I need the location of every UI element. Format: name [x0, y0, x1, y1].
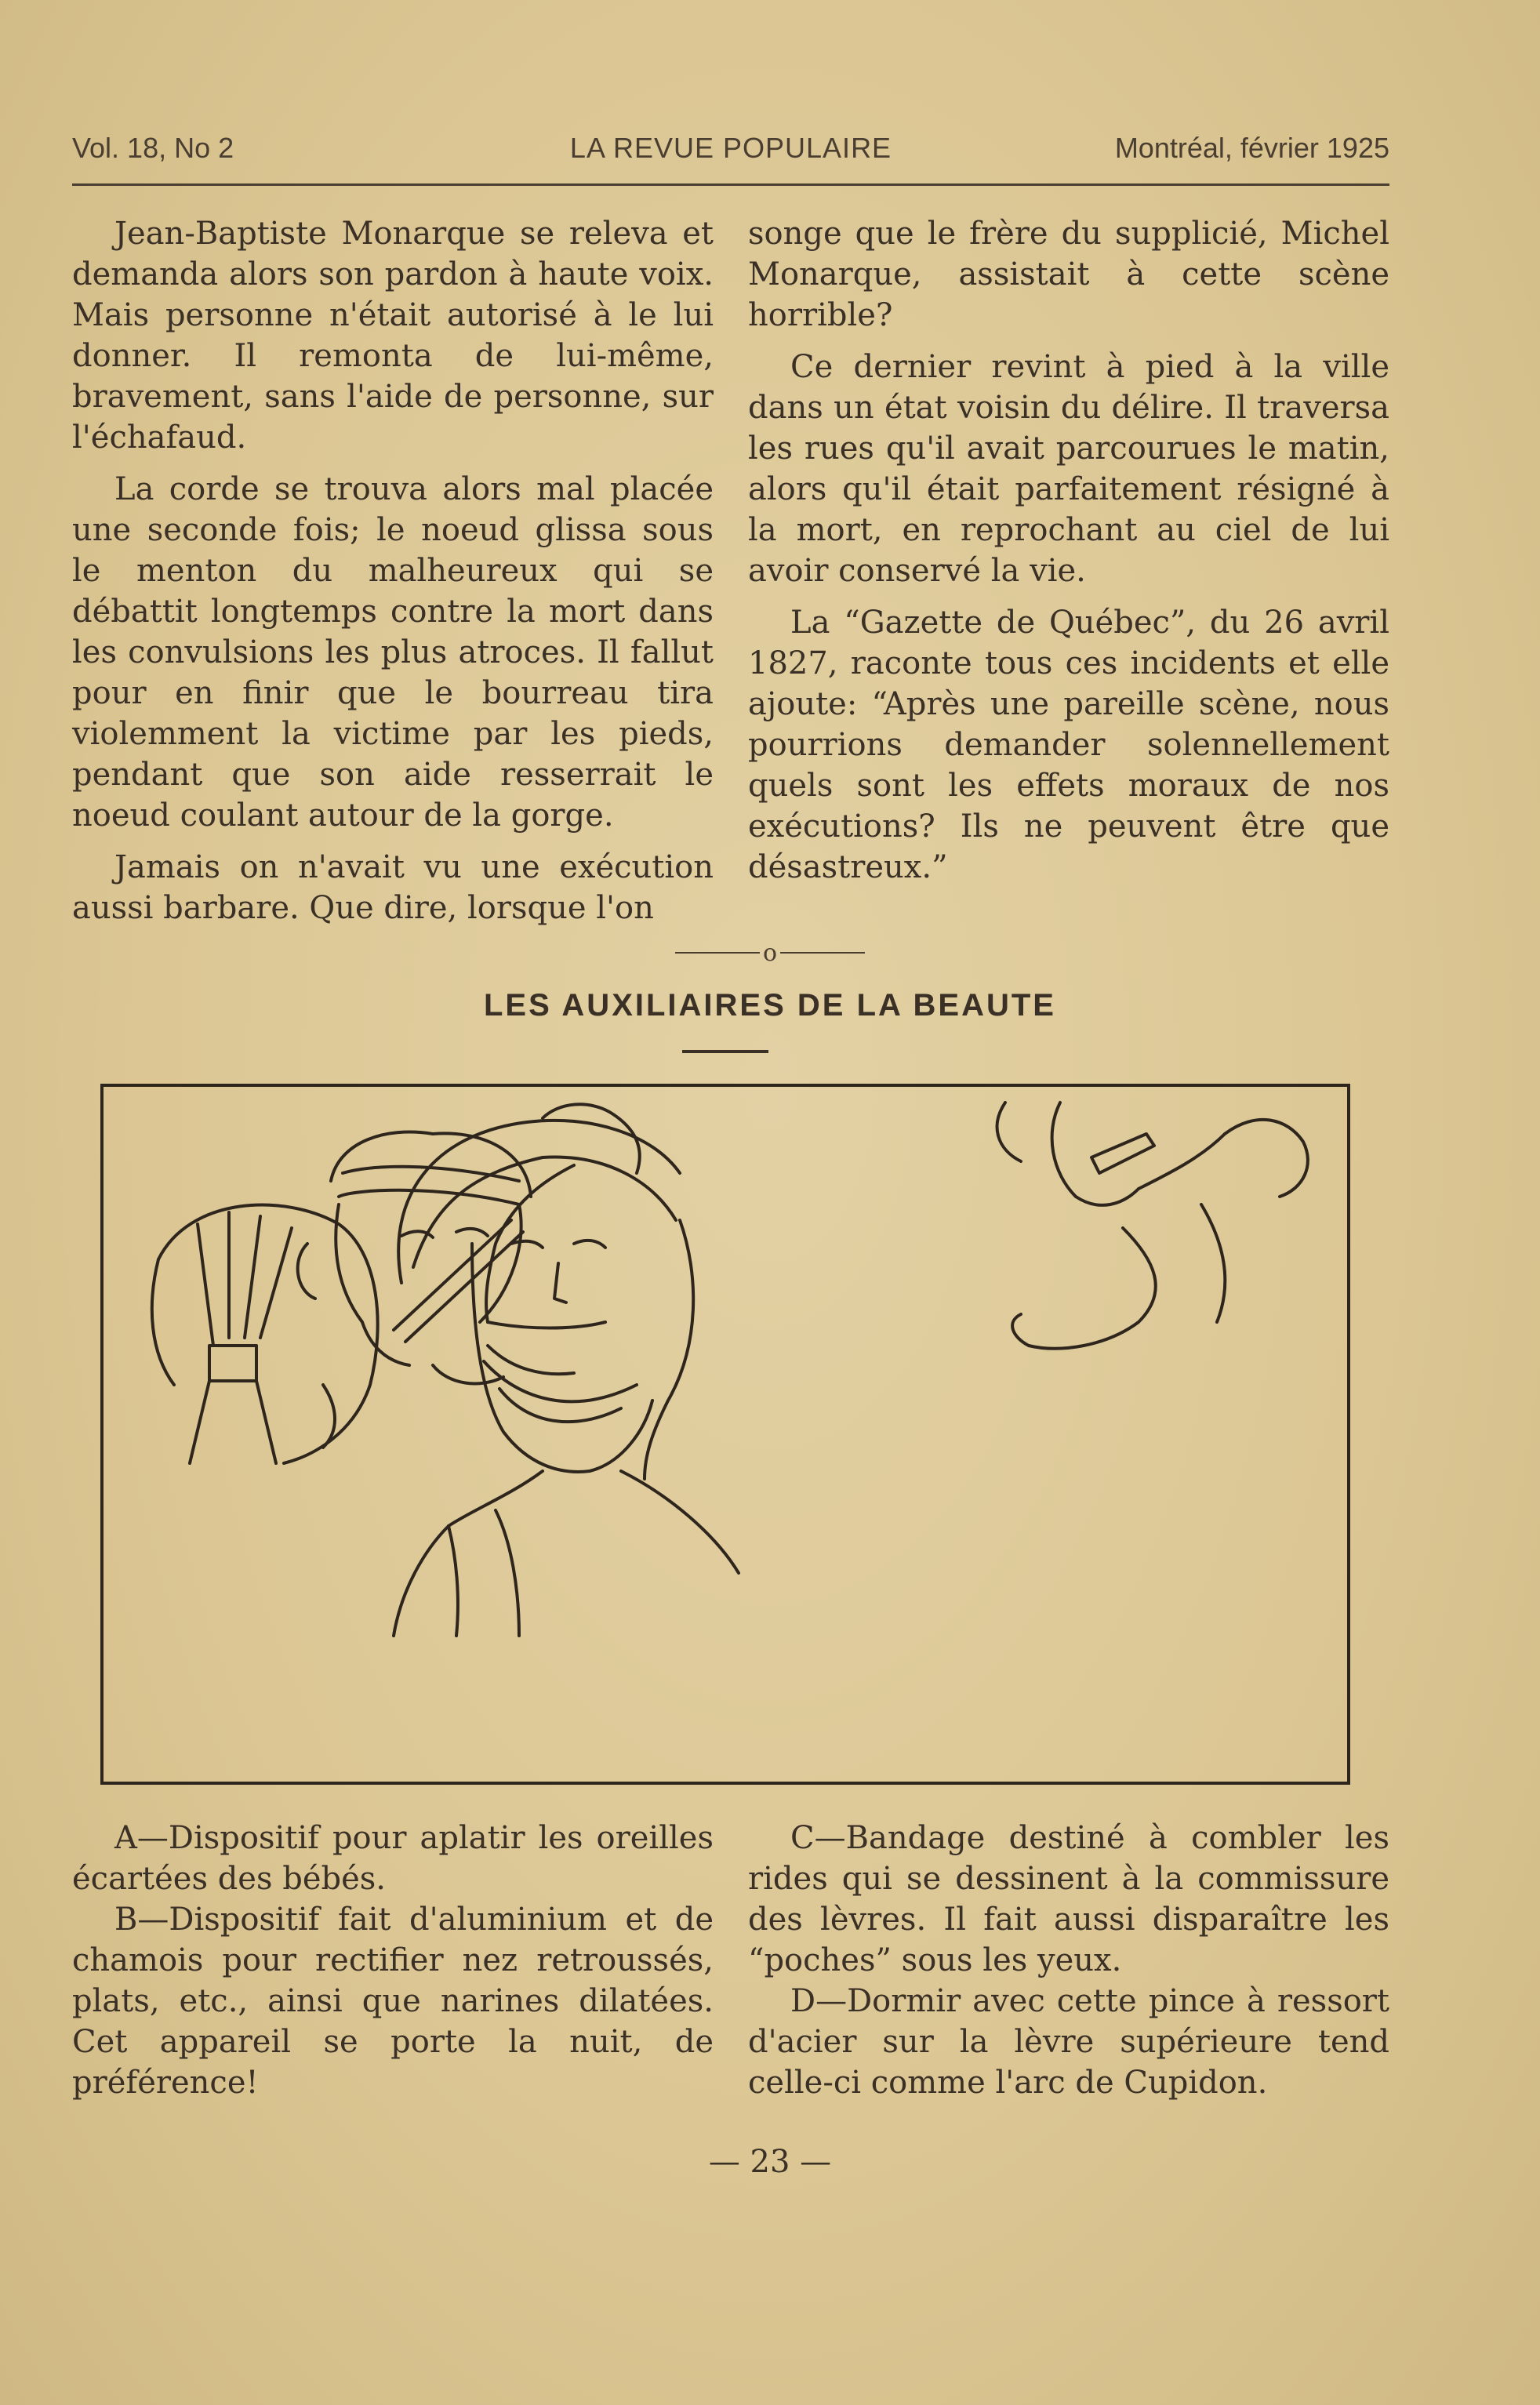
volume-number: Vol. 18, No 2	[72, 132, 234, 164]
beauty-devices-illustration-icon	[104, 1087, 1347, 1782]
section-title: LES AUXILIAIRES DE LA BEAUTE	[484, 988, 1056, 1023]
caption-c: C—Bandage destiné à combler les rides qui se dessinent à la commissure des lèvres. Il fait aussi disparaître les “poches” sous les yeux.	[748, 1820, 1389, 1978]
figure-d-lip-clip	[997, 1103, 1308, 1349]
caption-a: A—Dispositif pour aplatir les oreilles écartées des bébés.	[72, 1820, 714, 1897]
issue-date: Montréal, février 1925	[1114, 132, 1389, 164]
article-right-column	[748, 213, 1389, 888]
publication-name: LA REVUE POPULAIRE	[569, 132, 892, 164]
article-paragraph: songe que le frère du supplicié, Michel Monarque, assistait à cette scène horrible?	[748, 216, 1389, 333]
caption-b: B—Dispositif fait d'aluminium et de chamois pour rectifier nez retroussés, plats, etc., ainsi que narines dilatées. Cet appareil se porte la nuit, de préférence!	[72, 1902, 714, 2101]
figure-b-nose-device	[298, 1132, 531, 1384]
divider-mark: o	[762, 939, 778, 967]
section-divider	[0, 938, 1540, 967]
article-paragraph: La “Gazette de Québec”, du 26 avril 1827, raconte tous ces incidents et elle ajoute: “Après une pareille scène, nous pourrions demander solennellement quels sont les effets moraux de nos exécutions? Ils ne peuvent être que désastreux.”	[748, 605, 1389, 885]
illustration-frame	[100, 1084, 1350, 1785]
caption-left-column	[72, 1818, 714, 2103]
article-paragraph: La corde se trouva alors mal placée une seconde fois; le noeud glissa sous le menton du malheureux qui se débattit longtemps contre la mort dans les convulsions les plus atroces. Il fallut pour en finir que le bourreau tira violemment la victime par les pieds, pendant que son aide resserrait le noeud coulant autour de la gorge.	[72, 471, 714, 834]
article-paragraph: Ce dernier revint à pied à la ville dans un état voisin du délire. Il traversa les rues qu'il avait parcourues le matin, alors qu'il était parfaitement résigné à la mort, en reprochant au ciel de lui avoir conservé la vie.	[748, 349, 1389, 589]
article-paragraph: Jean-Baptiste Monarque se releva et demanda alors son pardon à haute voix. Mais personne n'était autorisé à le lui donner. Il remonta de lui-même, bravement, sans l'aide de personne, sur l'échafaud.	[72, 216, 714, 456]
running-header	[72, 132, 1389, 169]
caption-d: D—Dormir avec cette pince à ressort d'acier sur la lèvre supérieure tend celle-ci comme l'arc de Cupidon.	[748, 1983, 1389, 2101]
page-number: — 23 —	[708, 2144, 832, 2180]
figure-c-face-bandage	[394, 1104, 739, 1636]
figure-a-ear-device	[152, 1205, 378, 1463]
caption-right-column	[748, 1818, 1389, 2103]
article-paragraph: Jamais on n'avait vu une exécution aussi barbare. Que dire, lorsque l'on	[72, 849, 714, 926]
title-rule	[682, 1050, 768, 1053]
article-left-column	[72, 213, 714, 928]
header-rule	[72, 183, 1389, 186]
